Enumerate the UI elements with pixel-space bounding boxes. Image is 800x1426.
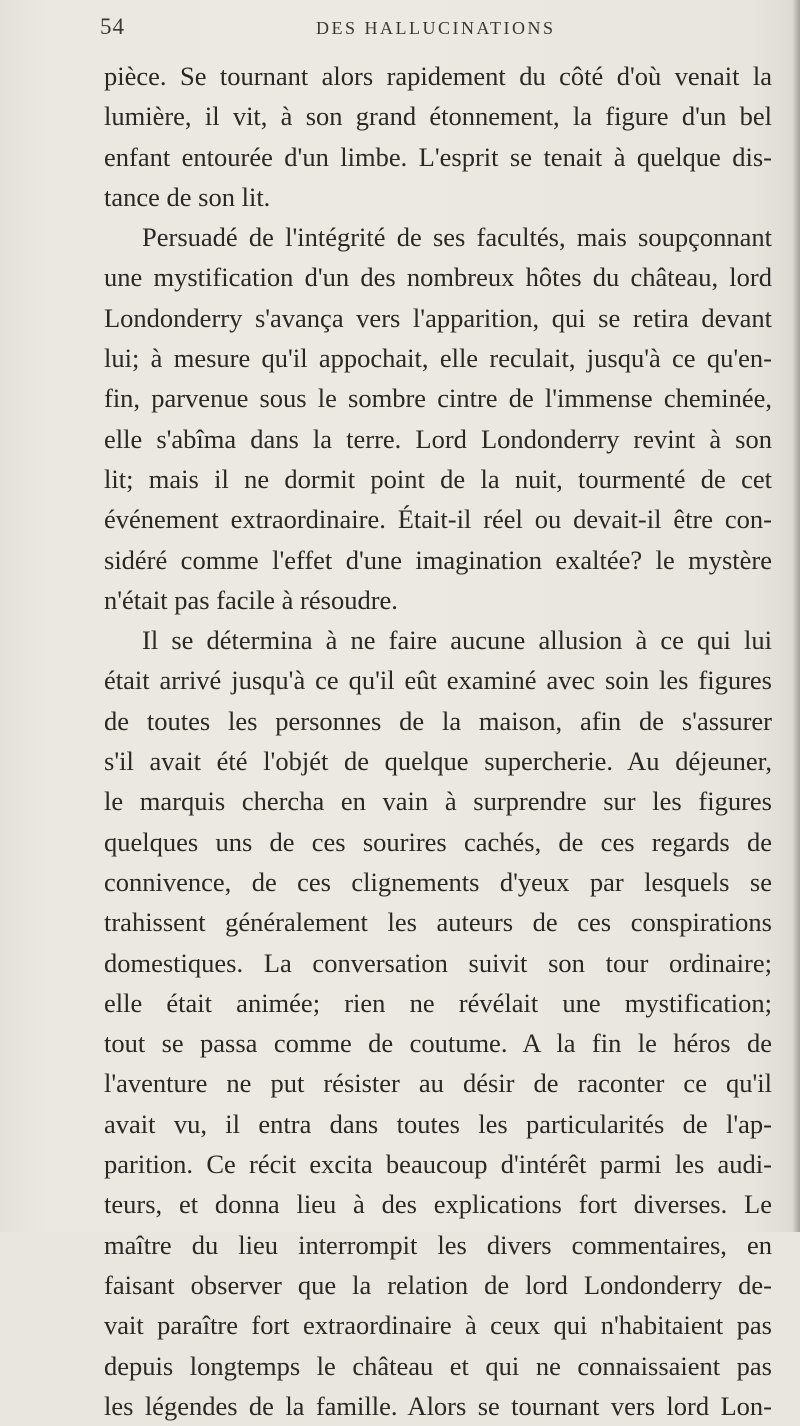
- text-line: l'aventure ne put résister au désir de raconter ce qu'il: [104, 1068, 772, 1099]
- text-line: elle s'abîma dans la terre. Lord Londonderry revint à son: [104, 423, 772, 454]
- text-line: parition. Ce récit excita beaucoup d'intérêt parmi les audi-: [104, 1149, 772, 1180]
- text-line: quelques uns de ces sourires cachés, de ces regards de: [104, 826, 772, 857]
- text-line: faisant observer que la relation de lord Londonderry de-: [104, 1269, 772, 1300]
- text-line: lit; mais il ne dormit point de la nuit, tourmenté de cet: [104, 463, 772, 494]
- text-line: lui; à mesure qu'il appochait, elle reculait, jusqu'à ce qu'en-: [104, 343, 772, 374]
- text-line: de toutes les personnes de la maison, afin de s'assurer: [104, 705, 772, 736]
- running-title: DES HALLUCINATIONS: [316, 18, 556, 38]
- text-line: connivence, de ces clignements d'yeux par lesquels se: [104, 866, 772, 897]
- text-line: était arrivé jusqu'à ce qu'il eût examiné avec soin les figures: [104, 665, 772, 696]
- text-line: Londonderry s'avança vers l'apparition, qui se retira devant: [104, 302, 772, 333]
- text-line: s'il avait été l'objét de quelque supercherie. Au déjeuner,: [104, 746, 772, 777]
- text-line: domestiques. La conversation suivit son tour ordinaire;: [104, 947, 772, 978]
- text-line: Persuadé de l'intégrité de ses facultés, mais soupçonnant: [142, 222, 772, 253]
- text-line: elle était animée; rien ne révélait une mystification;: [104, 987, 772, 1018]
- text-line: maître du lieu interrompit les divers commentaires, en: [104, 1229, 772, 1260]
- page-edge-shadow: [792, 0, 800, 1232]
- text-line: vait paraître fort extraordinaire à ceux qui n'habitaient pas: [104, 1310, 772, 1341]
- text-line: trahissent généralement les auteurs de ces conspirations: [104, 907, 772, 938]
- text-line: pièce. Se tournant alors rapidement du côté d'où venait la: [104, 61, 772, 91]
- body-text: [104, 56, 772, 1426]
- text-line: Il se détermina à ne faire aucune allusion à ce qui lui: [142, 625, 772, 656]
- text-line: les légendes de la famille. Alors se tournant vers lord Lon-: [104, 1390, 772, 1421]
- text-line: depuis longtemps le château et qui ne connaissaient pas: [104, 1350, 772, 1381]
- text-line: tout se passa comme de coutume. A la fin le héros de: [104, 1028, 772, 1059]
- text-line: n'était pas facile à résoudre.: [104, 584, 398, 615]
- text-line: avait vu, il entra dans toutes les particularités de l'ap-: [104, 1108, 772, 1139]
- text-line: une mystification d'un des nombreux hôtes du château, lord: [104, 262, 772, 293]
- text-line: lumière, il vit, à son grand étonnement, la figure d'un bel: [104, 101, 772, 132]
- text-line: enfant entourée d'un limbe. L'esprit se tenait à quelque dis-: [104, 141, 772, 172]
- text-line: fin, parvenue sous le sombre cintre de l'immense cheminée,: [104, 383, 772, 414]
- text-line: teurs, et donna lieu à des explications fort diverses. Le: [104, 1189, 772, 1220]
- text-line: tance de son lit.: [104, 181, 271, 212]
- page-number: 54: [100, 14, 125, 39]
- text-line: le marquis chercha en vain à surprendre sur les figures: [104, 786, 772, 817]
- page-header: [100, 14, 740, 50]
- text-line: événement extraordinaire. Était-il réel ou devait-il être con-: [104, 504, 772, 535]
- text-line: sidéré comme l'effet d'une imagination exaltée? le mystère: [104, 544, 772, 575]
